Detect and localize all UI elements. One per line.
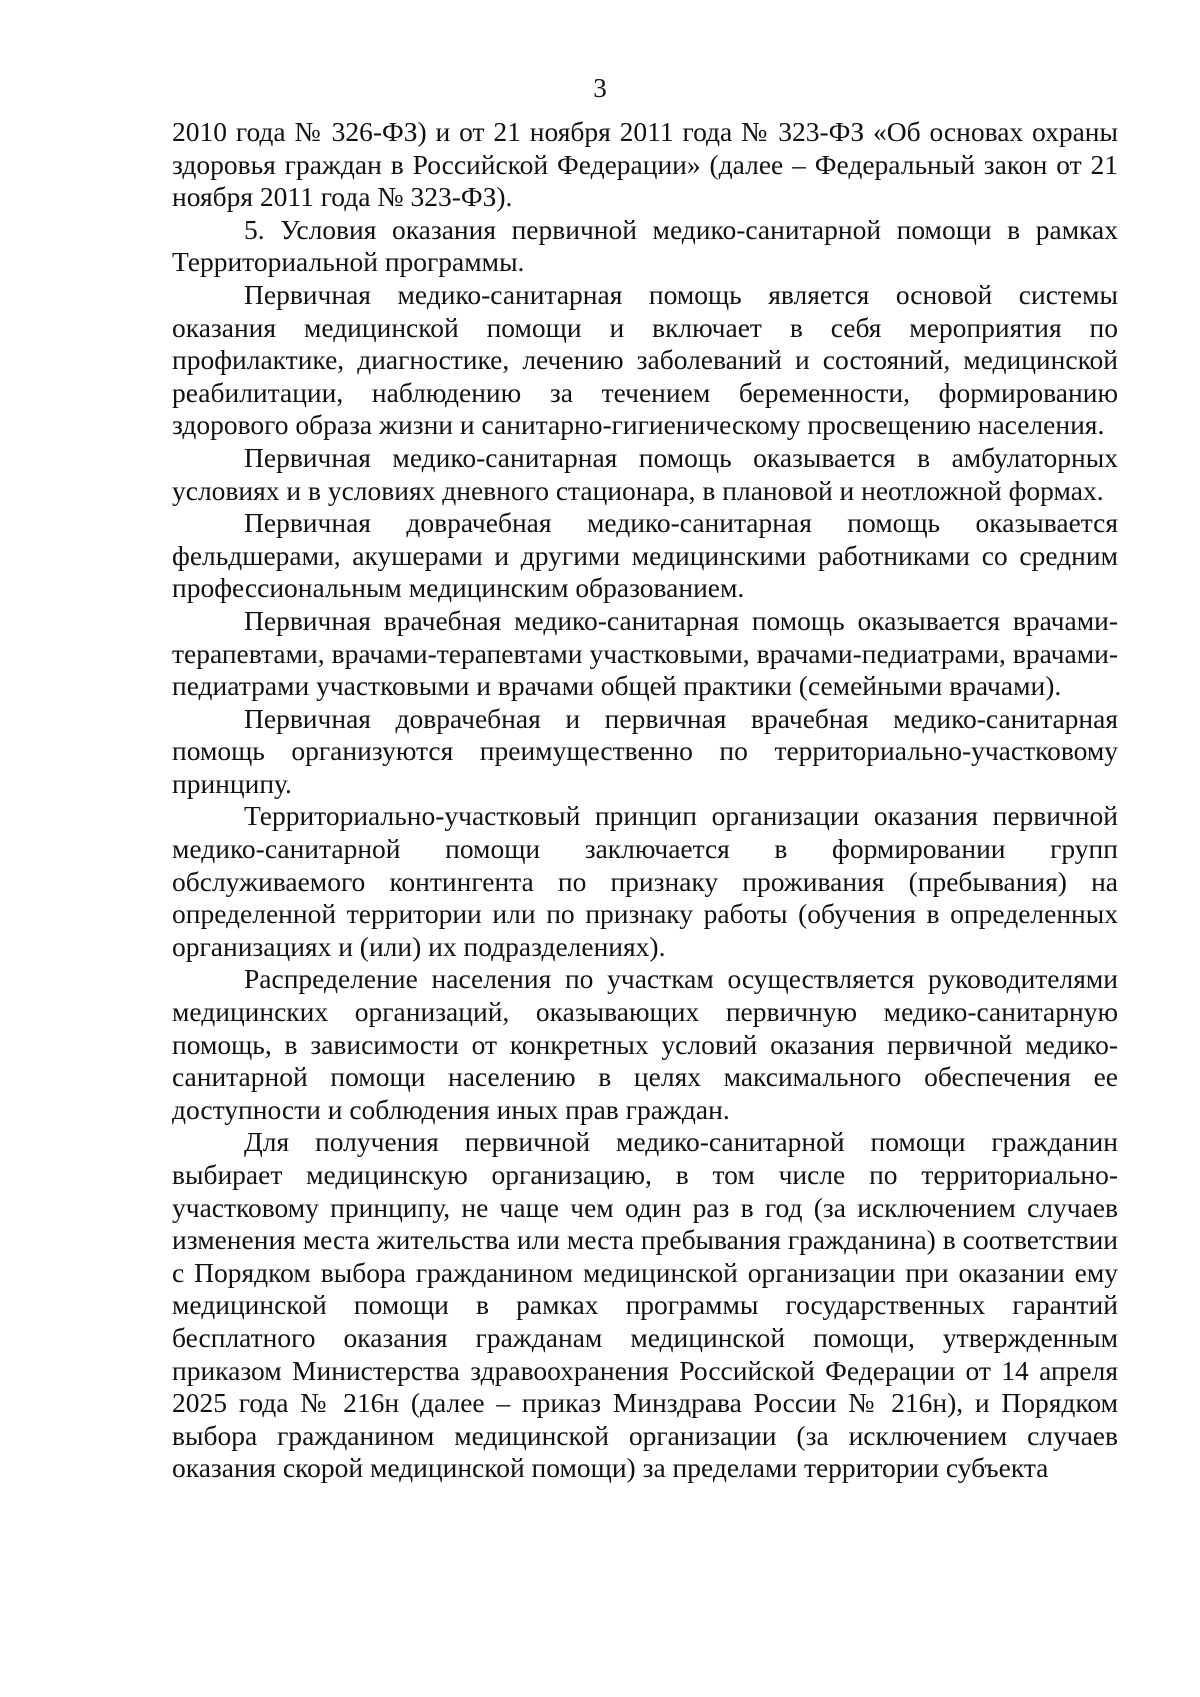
- paragraph: Первичная врачебная медико-санитарная помощь оказывается врачами-терапевтами, врачами-терапевтами участковыми, врачами-педиатрами, врачами-педиатрами участковыми и врачами общей практики (семейными врачами).: [172, 604, 1118, 702]
- page-number: 3: [593, 73, 607, 103]
- paragraph: Распределение населения по участкам осуществляется руководителями медицинских организаций, оказывающих первичную медико-санитарную помощь, в зависимости от конкретных условий оказания первичной медико-санитарной помощи населению в целях максимального обеспечения ее доступности и соблюдения иных прав граждан.: [172, 963, 1118, 1125]
- paragraph: Первичная доврачебная медико-санитарная помощь оказывается фельдшерами, акушерами и другими медицинскими работниками со средним профессиональным медицинским образованием.: [172, 507, 1118, 604]
- paragraph: Для получения первичной медико-санитарной помощи гражданин выбирает медицинскую организацию, в том числе по территориально-участковому принципу, не чаще чем один раз в год (за исключением случаев изменения места жительства или места пребывания гражданина) в соответствии с Порядком выбора гражданином медицинской организации при оказании ему медицинской помощи в рамках программы государственных гарантий бесплатного оказания гражданам медицинской помощи, утвержденным приказом Министерства здравоохранения Российской Федерации от 14 апреля 2025 года № 216н (далее – приказ Минздрава России № 216н), и Порядком выбора гражданином медицинской организации (за исключением случаев оказания скорой медицинской помощи) за пределами территории субъекта: [172, 1126, 1118, 1484]
- document-body: [172, 116, 1118, 1485]
- paragraph-section-5-heading: 5. Условия оказания первичной медико-санитарной помощи в рамках Территориальной программы.: [172, 213, 1118, 278]
- paragraph-continuation: 2010 года № 326-ФЗ) и от 21 ноября 2011 года № 323-ФЗ «Об основах охраны здоровья граждан в Российской Федерации» (далее – Федеральный закон от 21 ноября 2011 года № 323-ФЗ).: [172, 116, 1118, 213]
- paragraph: Территориально-участковый принцип организации оказания первичной медико-санитарной помощи заключается в формировании групп обслуживаемого контингента по признаку проживания (пребывания) на определенной территории или по признаку работы (обучения в определенных организациях и (или) их подразделениях).: [172, 800, 1118, 962]
- paragraph: Первичная медико-санитарная помощь оказывается в амбулаторных условиях и в условиях дневного стационара, в плановой и неотложной формах.: [172, 441, 1118, 506]
- paragraph: Первичная медико-санитарная помощь является основой системы оказания медицинской помощи и включает в себя мероприятия по профилактике, диагностике, лечению заболеваний и состояний, медицинской реабилитации, наблюдению за течением беременности, формированию здорового образа жизни и санитарно-гигиеническому просвещению населения.: [172, 278, 1118, 441]
- paragraph: Первичная доврачебная и первичная врачебная медико-санитарная помощь организуются преимущественно по территориально-участковому принципу.: [172, 702, 1118, 799]
